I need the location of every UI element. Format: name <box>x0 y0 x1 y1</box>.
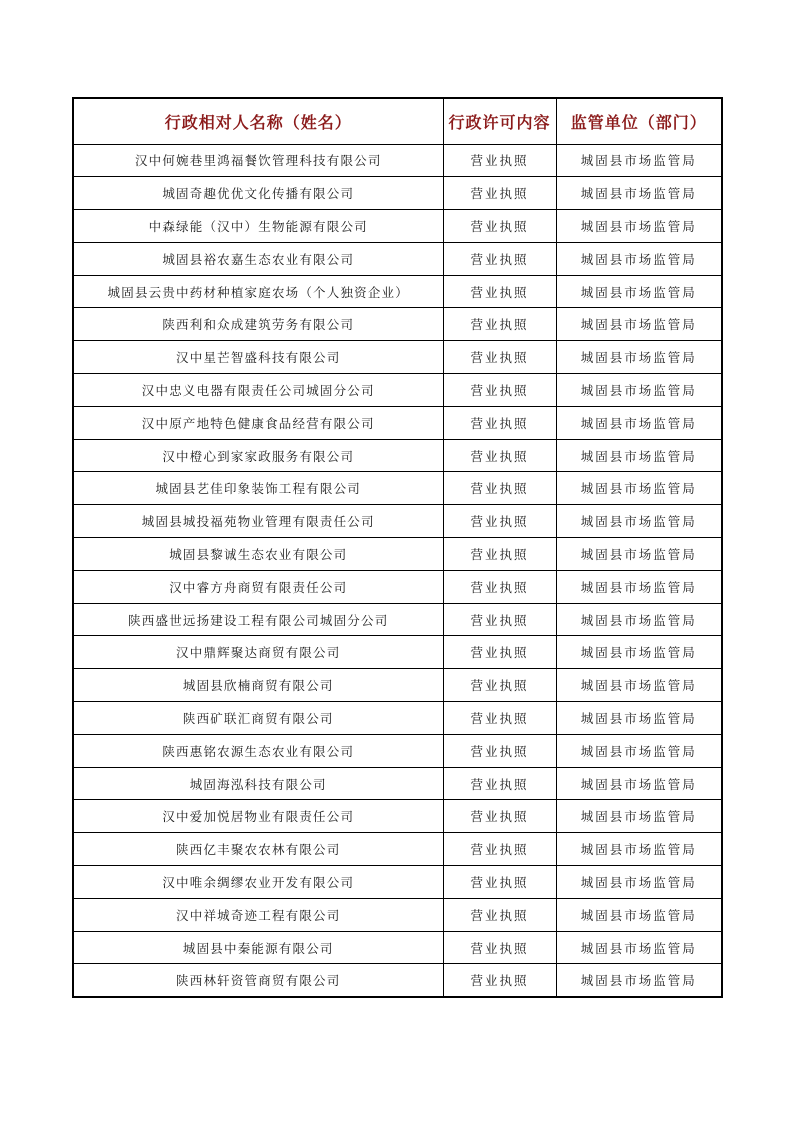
table-row <box>73 898 722 931</box>
cell-license: 营业执照 <box>443 570 556 603</box>
cell-name: 汉中忠义电器有限责任公司城固分公司 <box>73 374 443 407</box>
cell-license: 营业执照 <box>443 242 556 275</box>
cell-authority: 城固县市场监管局 <box>556 964 722 997</box>
cell-name: 陕西利和众成建筑劳务有限公司 <box>73 308 443 341</box>
cell-license: 营业执照 <box>443 767 556 800</box>
cell-name: 汉中原产地特色健康食品经营有限公司 <box>73 406 443 439</box>
cell-authority: 城固县市场监管局 <box>556 505 722 538</box>
cell-license: 营业执照 <box>443 177 556 210</box>
header-cell-name: 行政相对人名称（姓名） <box>73 98 443 144</box>
table-row <box>73 702 722 735</box>
cell-license: 营业执照 <box>443 406 556 439</box>
cell-name: 汉中橙心到家家政服务有限公司 <box>73 439 443 472</box>
header-cell-license: 行政许可内容 <box>443 98 556 144</box>
cell-authority: 城固县市场监管局 <box>556 439 722 472</box>
table-row <box>73 406 722 439</box>
cell-authority: 城固县市场监管局 <box>556 472 722 505</box>
cell-name: 陕西惠铭农源生态农业有限公司 <box>73 734 443 767</box>
cell-name: 城固海泓科技有限公司 <box>73 767 443 800</box>
cell-license: 营业执照 <box>443 964 556 997</box>
table-row <box>73 374 722 407</box>
cell-name: 城固县云贵中药材种植家庭农场（个人独资企业） <box>73 275 443 308</box>
cell-license: 营业执照 <box>443 734 556 767</box>
table-row <box>73 603 722 636</box>
cell-authority: 城固县市场监管局 <box>556 406 722 439</box>
cell-authority: 城固县市场监管局 <box>556 898 722 931</box>
cell-name: 汉中唯余绸缪农业开发有限公司 <box>73 866 443 899</box>
cell-authority: 城固县市场监管局 <box>556 570 722 603</box>
table-row <box>73 964 722 997</box>
cell-license: 营业执照 <box>443 702 556 735</box>
cell-license: 营业执照 <box>443 505 556 538</box>
cell-authority: 城固县市场监管局 <box>556 702 722 735</box>
cell-name: 陕西亿丰聚农农林有限公司 <box>73 833 443 866</box>
table-row <box>73 177 722 210</box>
table-header-row <box>73 98 722 144</box>
table-row <box>73 505 722 538</box>
cell-authority: 城固县市场监管局 <box>556 833 722 866</box>
cell-name: 城固县黎诚生态农业有限公司 <box>73 538 443 571</box>
table-row <box>73 767 722 800</box>
cell-authority: 城固县市场监管局 <box>556 636 722 669</box>
table-row <box>73 833 722 866</box>
cell-name: 汉中鼎辉聚达商贸有限公司 <box>73 636 443 669</box>
cell-authority: 城固县市场监管局 <box>556 538 722 571</box>
cell-name: 汉中爱加悦居物业有限责任公司 <box>73 800 443 833</box>
table-row <box>73 931 722 964</box>
cell-authority: 城固县市场监管局 <box>556 242 722 275</box>
cell-license: 营业执照 <box>443 308 556 341</box>
cell-name: 汉中何婉巷里鸿福餐饮管理科技有限公司 <box>73 144 443 177</box>
table-row <box>73 144 722 177</box>
cell-name: 陕西矿联汇商贸有限公司 <box>73 702 443 735</box>
cell-authority: 城固县市场监管局 <box>556 177 722 210</box>
cell-license: 营业执照 <box>443 833 556 866</box>
cell-name: 城固县裕农嘉生态农业有限公司 <box>73 242 443 275</box>
table-row <box>73 669 722 702</box>
cell-license: 营业执照 <box>443 636 556 669</box>
cell-license: 营业执照 <box>443 866 556 899</box>
table-row <box>73 538 722 571</box>
table-row <box>73 866 722 899</box>
cell-name: 城固县艺佳印象装饰工程有限公司 <box>73 472 443 505</box>
cell-authority: 城固县市场监管局 <box>556 866 722 899</box>
cell-authority: 城固县市场监管局 <box>556 603 722 636</box>
cell-name: 城固奇趣优优文化传播有限公司 <box>73 177 443 210</box>
cell-license: 营业执照 <box>443 341 556 374</box>
table-row <box>73 210 722 243</box>
cell-license: 营业执照 <box>443 800 556 833</box>
table-row <box>73 439 722 472</box>
cell-authority: 城固县市场监管局 <box>556 341 722 374</box>
license-table <box>72 97 723 998</box>
table-row <box>73 308 722 341</box>
table-row <box>73 472 722 505</box>
table-body <box>73 144 722 997</box>
table-row <box>73 800 722 833</box>
cell-license: 营业执照 <box>443 374 556 407</box>
table-row <box>73 570 722 603</box>
cell-name: 城固县欣楠商贸有限公司 <box>73 669 443 702</box>
table-row <box>73 636 722 669</box>
cell-name: 城固县城投福苑物业管理有限责任公司 <box>73 505 443 538</box>
cell-name: 陕西林轩资管商贸有限公司 <box>73 964 443 997</box>
cell-license: 营业执照 <box>443 898 556 931</box>
header-cell-authority: 监管单位（部门） <box>556 98 722 144</box>
cell-name: 城固县中秦能源有限公司 <box>73 931 443 964</box>
cell-authority: 城固县市场监管局 <box>556 144 722 177</box>
cell-license: 营业执照 <box>443 538 556 571</box>
cell-license: 营业执照 <box>443 669 556 702</box>
cell-authority: 城固县市场监管局 <box>556 767 722 800</box>
cell-license: 营业执照 <box>443 603 556 636</box>
cell-name: 陕西盛世远扬建设工程有限公司城固分公司 <box>73 603 443 636</box>
cell-name: 汉中睿方舟商贸有限责任公司 <box>73 570 443 603</box>
cell-name: 汉中星芒智盛科技有限公司 <box>73 341 443 374</box>
table-row <box>73 242 722 275</box>
cell-license: 营业执照 <box>443 275 556 308</box>
table-row <box>73 734 722 767</box>
cell-name: 中森绿能（汉中）生物能源有限公司 <box>73 210 443 243</box>
cell-license: 营业执照 <box>443 210 556 243</box>
cell-authority: 城固县市场监管局 <box>556 931 722 964</box>
cell-authority: 城固县市场监管局 <box>556 308 722 341</box>
table-row <box>73 341 722 374</box>
cell-name: 汉中祥城奇迹工程有限公司 <box>73 898 443 931</box>
cell-authority: 城固县市场监管局 <box>556 374 722 407</box>
cell-license: 营业执照 <box>443 472 556 505</box>
cell-license: 营业执照 <box>443 439 556 472</box>
cell-authority: 城固县市场监管局 <box>556 800 722 833</box>
cell-authority: 城固县市场监管局 <box>556 669 722 702</box>
cell-authority: 城固县市场监管局 <box>556 734 722 767</box>
cell-authority: 城固县市场监管局 <box>556 275 722 308</box>
cell-authority: 城固县市场监管局 <box>556 210 722 243</box>
cell-license: 营业执照 <box>443 931 556 964</box>
table-row <box>73 275 722 308</box>
cell-license: 营业执照 <box>443 144 556 177</box>
